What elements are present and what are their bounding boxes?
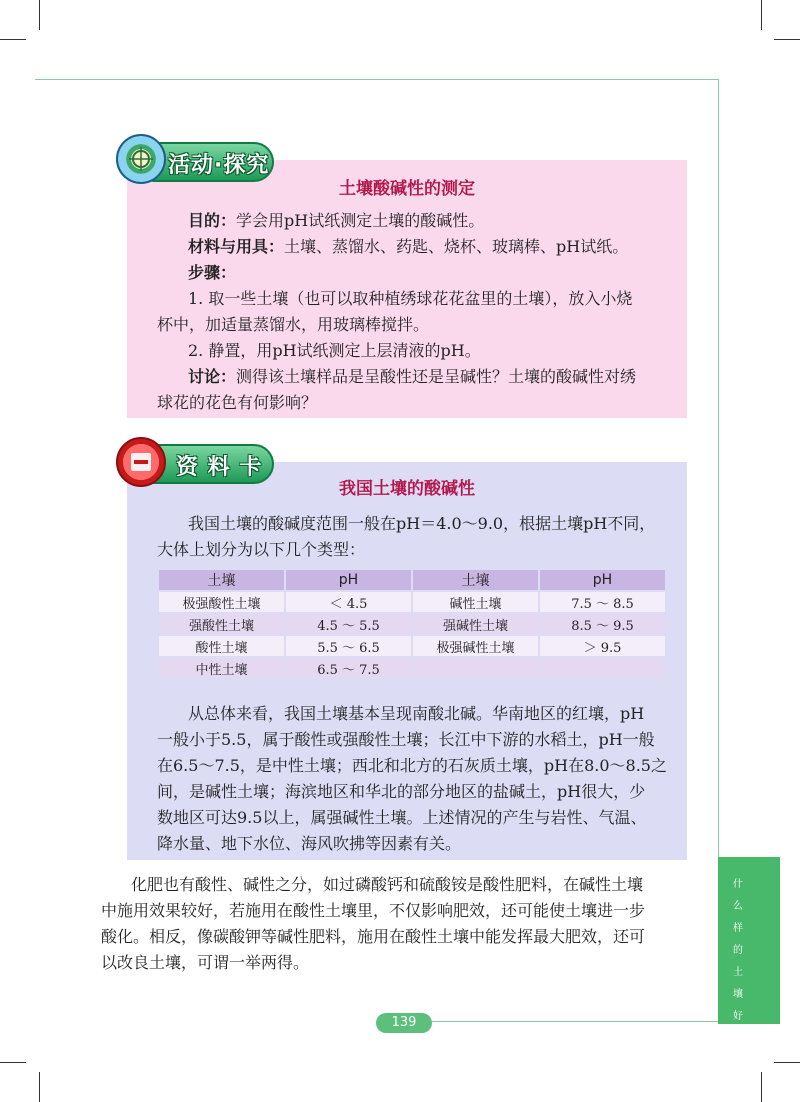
table-cell: ＜ 4.5 [286,592,411,612]
infocard-intro-line1: 我国土壤的酸碱度范围一般在pH＝4.0～9.0，根据土壤pH不同， [188,514,656,533]
table-cell: 4.5 ～ 5.5 [286,614,411,634]
activity-materials [188,236,628,258]
activity-purpose [188,210,484,232]
infocard-para-line: 一般小于5.5，属于酸性或强酸性土壤；长江中下游的水稻土，pH一般 [157,730,655,749]
discuss-text: 测得该土壤样品是呈酸性还是呈碱性？土壤的酸碱性对绣 [236,367,637,386]
crop-mark [0,1062,26,1063]
discuss-label: 讨论： [188,367,237,386]
step1-line1: 1. 取一些土壤（也可以取种植绣球花花盆里的土壤），放入小烧 [188,289,633,308]
infocard-para-line: 从总体来看，我国土壤基本呈现南酸北碱。华南地区的红壤，pH [188,704,645,723]
infocard-badge-label: 资 料 卡 [176,455,263,480]
table-header: 土壤 [413,570,538,590]
crop-mark [774,1062,800,1063]
table-cell: ＞ 9.5 [540,636,665,656]
table-cell: 5.5 ～ 6.5 [286,636,411,656]
table-row [159,592,665,612]
crop-mark [39,1072,40,1102]
infocard-intro-line2: 大体上划分为以下几个类型： [157,540,366,559]
table-header: 土壤 [159,570,284,590]
activity-badge-label: 活动·探究 [168,153,270,178]
table-cell: 强碱性土壤 [413,614,538,634]
purpose-text: 学会用pH试纸测定土壤的酸碱性。 [236,211,485,230]
steps-label: 步骤： [188,263,237,282]
page-frame-bottom [432,1021,719,1022]
main-text-line: 以改良土壤，可谓一举两得。 [101,953,310,972]
crop-mark [761,0,762,30]
chapter-side-tab [718,857,780,1024]
table-header: pH [540,570,665,590]
page-number: 139 [376,1013,432,1033]
materials-label: 材料与用具： [188,237,285,256]
infocard-para-line: 间，是碱性土壤；海滨地区和华北的部分地区的盐碱土，pH很大，少 [157,782,646,801]
activity-discuss [188,366,636,388]
activity-title: 土壤酸碱性的测定 [339,179,475,199]
main-text-line: 化肥也有酸性、碱性之分，如过磷酸钙和硫酸铵是酸性肥料，在碱性土壤 [131,875,644,894]
table-cell: 极强酸性土壤 [159,592,284,612]
discuss-line2: 球花的花色有何影响？ [157,393,318,412]
table-cell: 碱性土壤 [413,592,538,612]
infocard-para-line: 降水量、地下水位、海风吹拂等因素有关。 [157,834,462,853]
side-tab-char: 壤 [733,989,743,1000]
table-row [159,658,665,678]
table-cell [413,658,538,678]
crop-mark [761,1072,762,1102]
materials-text: 土壤、蒸馏水、药匙、烧杯、玻璃棒、pH试纸。 [284,237,629,256]
table-cell [540,658,665,678]
crop-mark [774,39,800,40]
side-tab-char: 么 [733,901,743,912]
soil-ph-table [157,568,667,680]
purpose-label: 目的： [188,211,237,230]
table-cell: 6.5 ～ 7.5 [286,658,411,678]
table-cell: 中性土壤 [159,658,284,678]
step2: 2. 静置，用pH试纸测定上层清液的pH。 [188,341,481,360]
main-text-line: 酸化。相反，像碳酸钾等碱性肥料，施用在酸性土壤中能发挥最大肥效，还可 [101,927,646,946]
table-row [159,636,665,656]
side-tab-char: 土 [733,967,743,978]
infocard-title: 我国土壤的酸碱性 [339,479,475,499]
side-tab-char: 什 [733,879,743,890]
table-cell: 8.5 ～ 9.5 [540,614,665,634]
table-cell: 酸性土壤 [159,636,284,656]
infocard-para-line: 在6.5～7.5，是中性土壤；西北和北方的石灰质土壤，pH在8.0～8.5之 [157,756,667,775]
step1-line2: 杯中，加适量蒸馏水，用玻璃棒搅拌。 [157,315,430,334]
page-frame-top [35,79,718,80]
crop-mark [0,39,26,40]
infocard-para-line: 数地区可达9.5以上，属强碱性土壤。上述情况的产生与岩性、气温、 [157,808,647,827]
table-cell: 强酸性土壤 [159,614,284,634]
table-row [159,614,665,634]
side-tab-char: 好 [733,1011,743,1022]
crop-mark [39,0,40,30]
side-tab-char: 的 [733,945,743,956]
table-cell: 极强碱性土壤 [413,636,538,656]
main-text-line: 中施用效果较好，若施用在酸性土壤里，不仅影响肥效，还可能使土壤进一步 [101,901,646,920]
side-tab-char: 样 [733,923,743,934]
table-header: pH [286,570,411,590]
table-cell: 7.5 ～ 8.5 [540,592,665,612]
